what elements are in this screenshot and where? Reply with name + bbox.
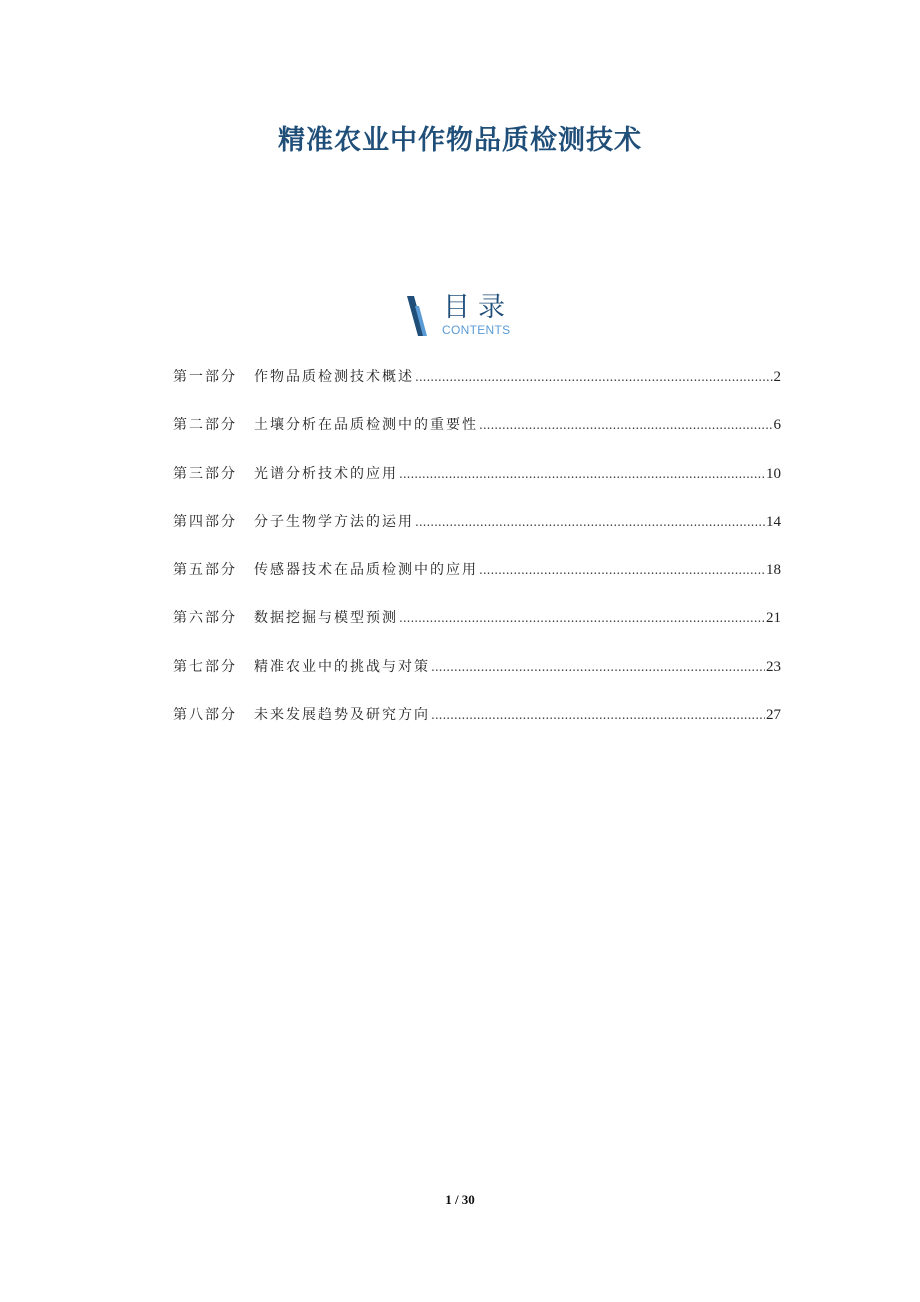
toc-entry[interactable]: [173, 559, 781, 607]
toc-list: [173, 366, 781, 752]
toc-dot-leader: [431, 704, 765, 726]
toc-dot-leader: [431, 656, 765, 678]
toc-entry-page: 6: [773, 417, 781, 434]
toc-entry-title: 作物品质检测技术概述: [254, 369, 414, 385]
toc-entry-title: 土壤分析在品质检测中的重要性: [254, 417, 478, 434]
toc-entry-part: 第六部分: [173, 610, 237, 627]
page-number: 1 / 30: [445, 1192, 475, 1207]
toc-header: [405, 292, 525, 340]
toc-dot-leader: [415, 511, 765, 533]
toc-entry-part: 第三部分: [173, 465, 237, 482]
toc-heading: 目录: [443, 292, 513, 323]
slanted-bars-icon: [405, 296, 433, 336]
toc-entry-page: 14: [766, 513, 781, 530]
toc-entry[interactable]: [173, 414, 781, 462]
toc-entry-part: 第五部分: [173, 562, 237, 579]
document-title: 精准农业中作物品质检测技术: [278, 125, 642, 156]
toc-entry[interactable]: [173, 463, 781, 511]
toc-entry-part: 第二部分: [173, 417, 237, 434]
toc-entry-page: 23: [766, 658, 781, 675]
toc-dot-leader: [399, 463, 765, 485]
toc-dot-leader: [399, 607, 765, 629]
toc-entry-page: 27: [766, 707, 781, 724]
toc-entry-page: 21: [766, 610, 781, 627]
toc-entry-part: 第七部分: [173, 658, 237, 675]
toc-entry[interactable]: [173, 704, 781, 752]
toc-entry-title: 光谱分析技术的应用: [254, 465, 398, 482]
toc-entry-title: 传感器技术在品质检测中的应用: [254, 562, 478, 579]
toc-entry[interactable]: [173, 366, 781, 414]
toc-entry[interactable]: [173, 607, 781, 655]
toc-dot-leader: [479, 414, 773, 436]
toc-dot-leader: [479, 559, 765, 581]
toc-entry-title: 数据挖掘与模型预测: [254, 610, 398, 627]
toc-entry[interactable]: [173, 656, 781, 704]
toc-entry-title: 未来发展趋势及研究方向: [254, 707, 430, 724]
toc-subheading: CONTENTS: [442, 323, 511, 337]
toc-dot-leader: [415, 366, 773, 388]
toc-entry[interactable]: [173, 511, 781, 559]
toc-entry-part: 第四部分: [173, 513, 237, 530]
toc-entry-page: 10: [766, 465, 781, 482]
toc-entry-page: 2: [773, 369, 781, 385]
toc-entry-title: 分子生物学方法的运用: [254, 513, 414, 530]
toc-entry-title: 精准农业中的挑战与对策: [254, 658, 430, 675]
toc-entry-part: 第一部分: [173, 369, 237, 385]
toc-entry-page: 18: [766, 562, 781, 579]
toc-entry-part: 第八部分: [173, 707, 237, 724]
